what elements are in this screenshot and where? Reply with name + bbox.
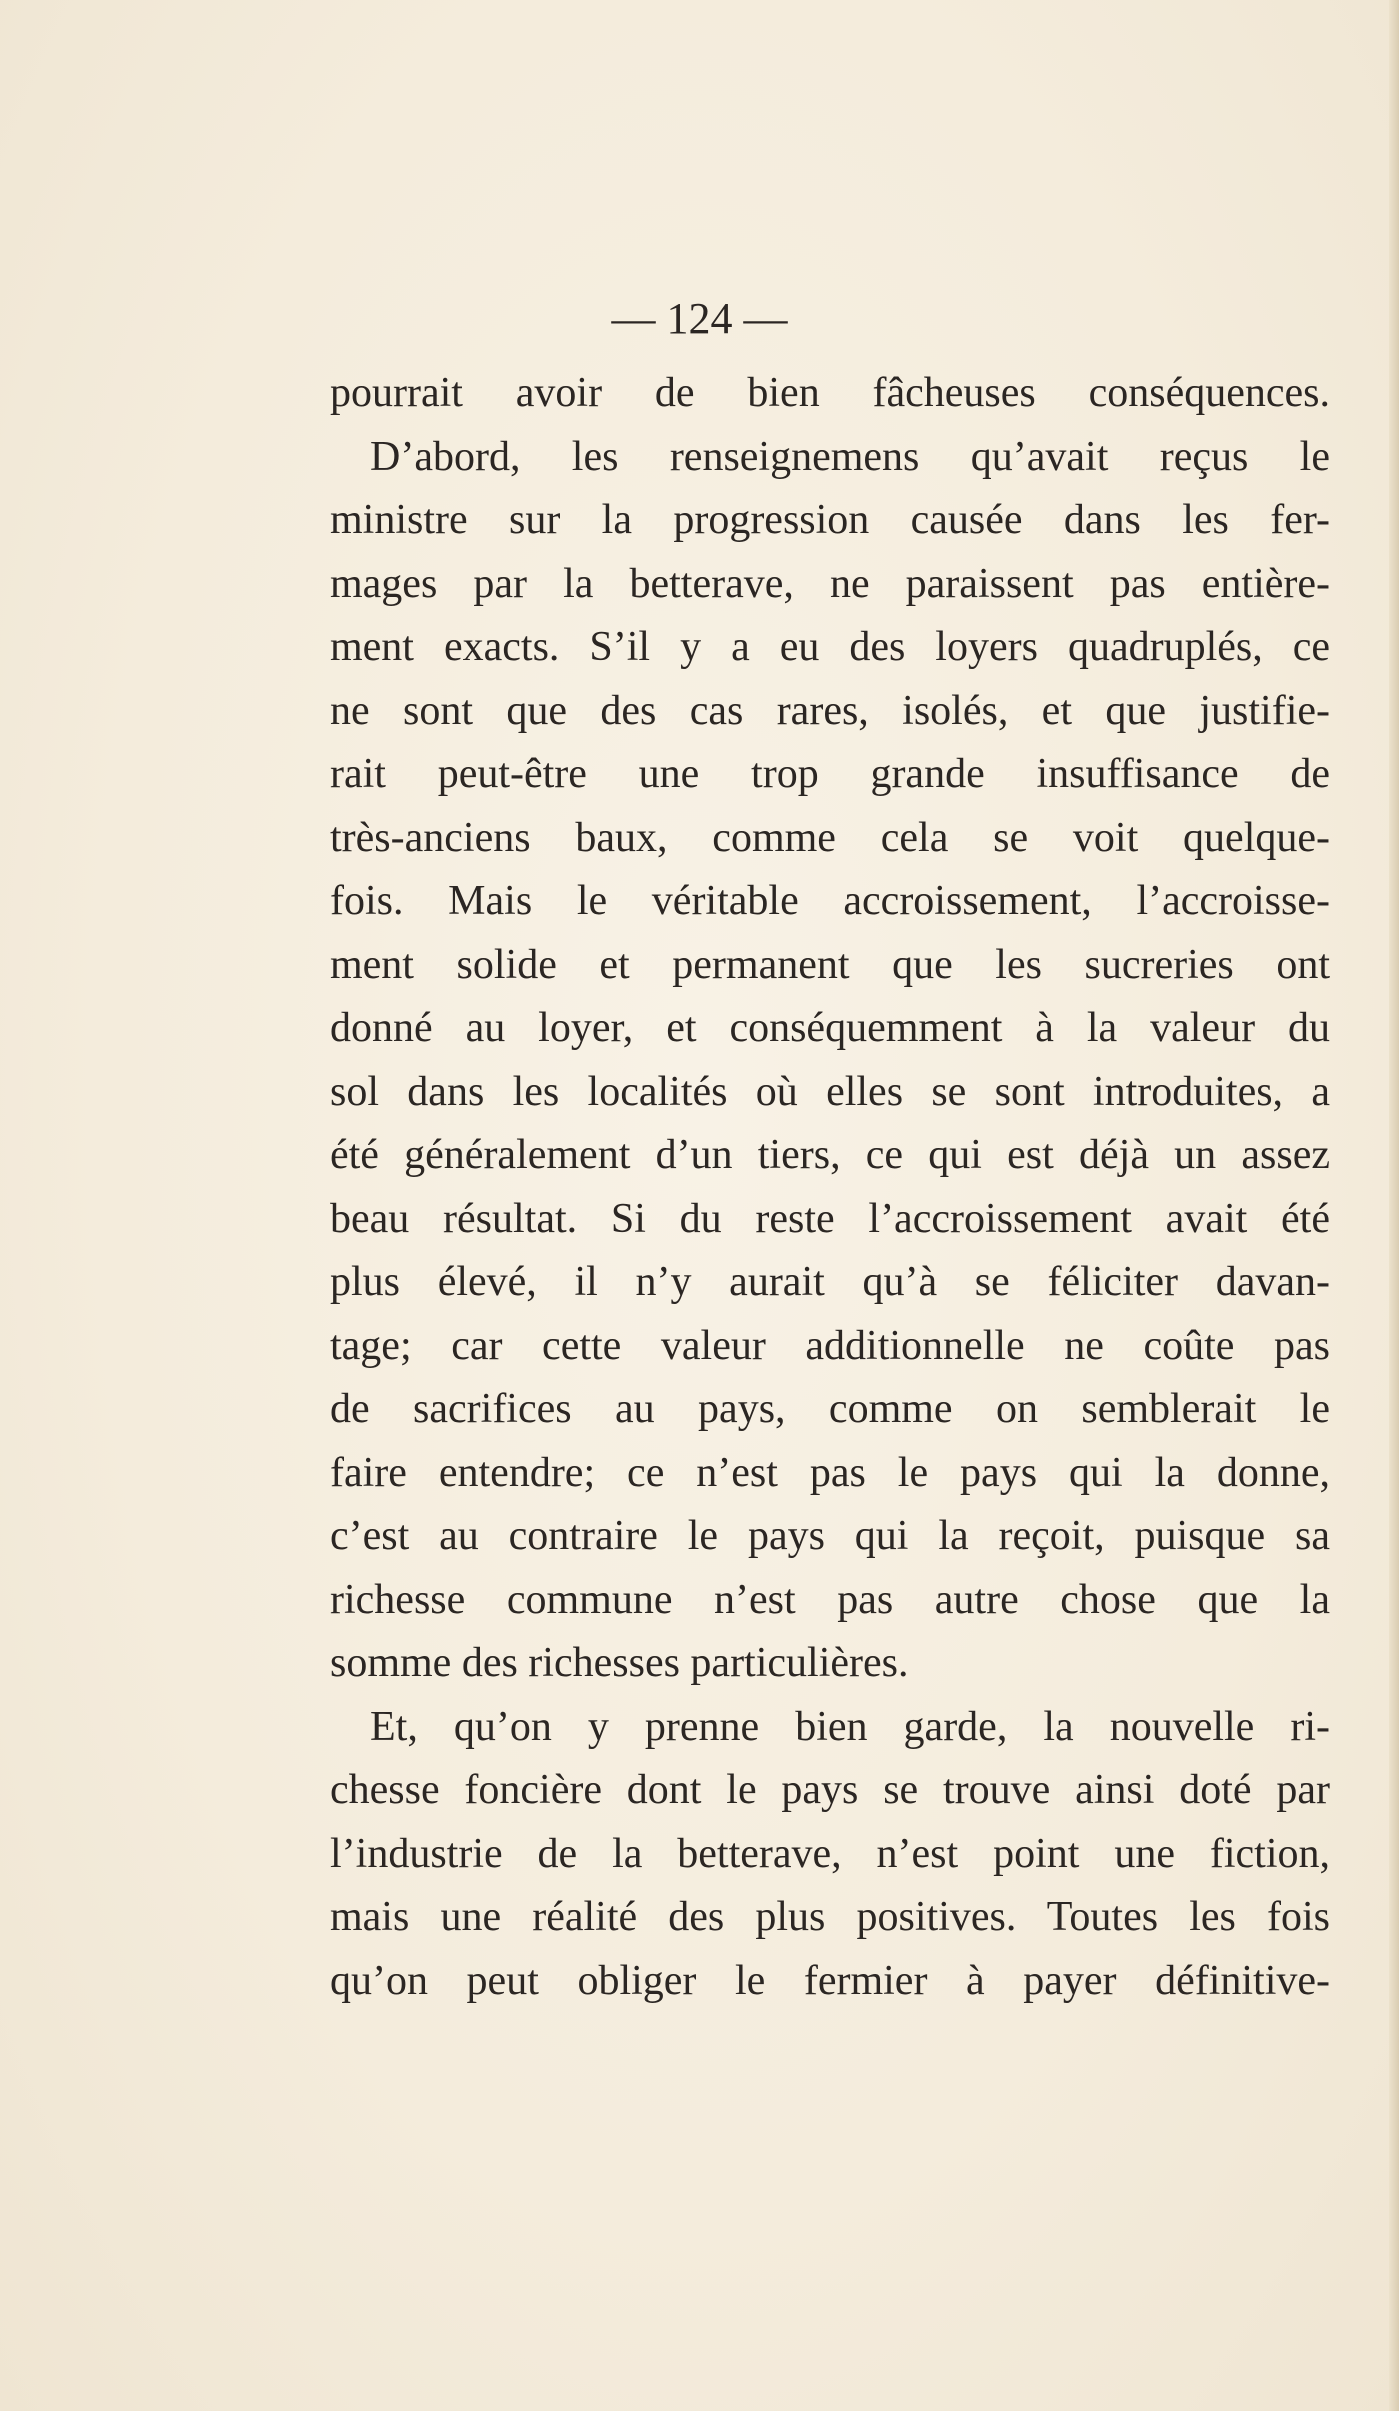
text-line: chesse foncière dont le pays se trouve ainsi doté par: [330, 1767, 1330, 1813]
text-line: mais une réalité des plus positives. Toutes les fois: [330, 1894, 1330, 1940]
text-line: D’abord, les renseignemens qu’avait reçus le: [370, 433, 1330, 480]
text-line: faire entendre; ce n’est pas le pays qui la donne,: [330, 1449, 1330, 1496]
text-line: été généralement d’un tiers, ce qui est déjà un assez: [330, 1132, 1330, 1178]
text-line: c’est au contraire le pays qui la reçoit, puisque sa: [330, 1513, 1330, 1559]
text-line: ministre sur la progression causée dans les fer-: [330, 497, 1330, 543]
text-line: somme des richesses particulières.: [330, 1640, 909, 1686]
text-line: mages par la betterave, ne paraissent pas entière-: [330, 560, 1330, 607]
text-line: beau résultat. Si du reste l’accroissement avait été: [330, 1195, 1330, 1242]
page-number-header: — 124 —: [611, 294, 788, 343]
page-edge: [1389, 0, 1399, 2411]
text-line: sol dans les localités où elles se sont introduites, a: [330, 1068, 1330, 1115]
text-line: très-anciens baux, comme cela se voit quelque-: [330, 814, 1330, 861]
text-line: plus élevé, il n’y aurait qu’à se féliciter davan-: [330, 1259, 1330, 1305]
text-line: fois. Mais le véritable accroissement, l’accroisse-: [330, 878, 1330, 924]
body-text: [330, 362, 1330, 2013]
text-line: Et, qu’on y prenne bien garde, la nouvelle ri-: [370, 1703, 1330, 1750]
text-line: rait peut-être une trop grande insuffisance de: [330, 751, 1330, 797]
text-line: qu’on peut obliger le fermier à payer définitive-: [330, 1957, 1330, 2004]
text-line: l’industrie de la betterave, n’est point une fiction,: [330, 1830, 1330, 1877]
text-line: donné au loyer, et conséquemment à la valeur du: [330, 1005, 1330, 1051]
text-line: tage; car cette valeur additionnelle ne coûte pas: [330, 1322, 1330, 1369]
text-line: ment solide et permanent que les sucreries ont: [330, 941, 1330, 988]
text-line: ment exacts. S’il y a eu des loyers quadruplés, ce: [330, 624, 1330, 670]
text-line: richesse commune n’est pas autre chose que la: [330, 1576, 1330, 1623]
text-line: ne sont que des cas rares, isolés, et que justifie-: [330, 687, 1330, 734]
text-line: de sacrifices au pays, comme on semblerait le: [330, 1386, 1330, 1432]
text-line: pourrait avoir de bien fâcheuses conséquences.: [330, 370, 1330, 416]
